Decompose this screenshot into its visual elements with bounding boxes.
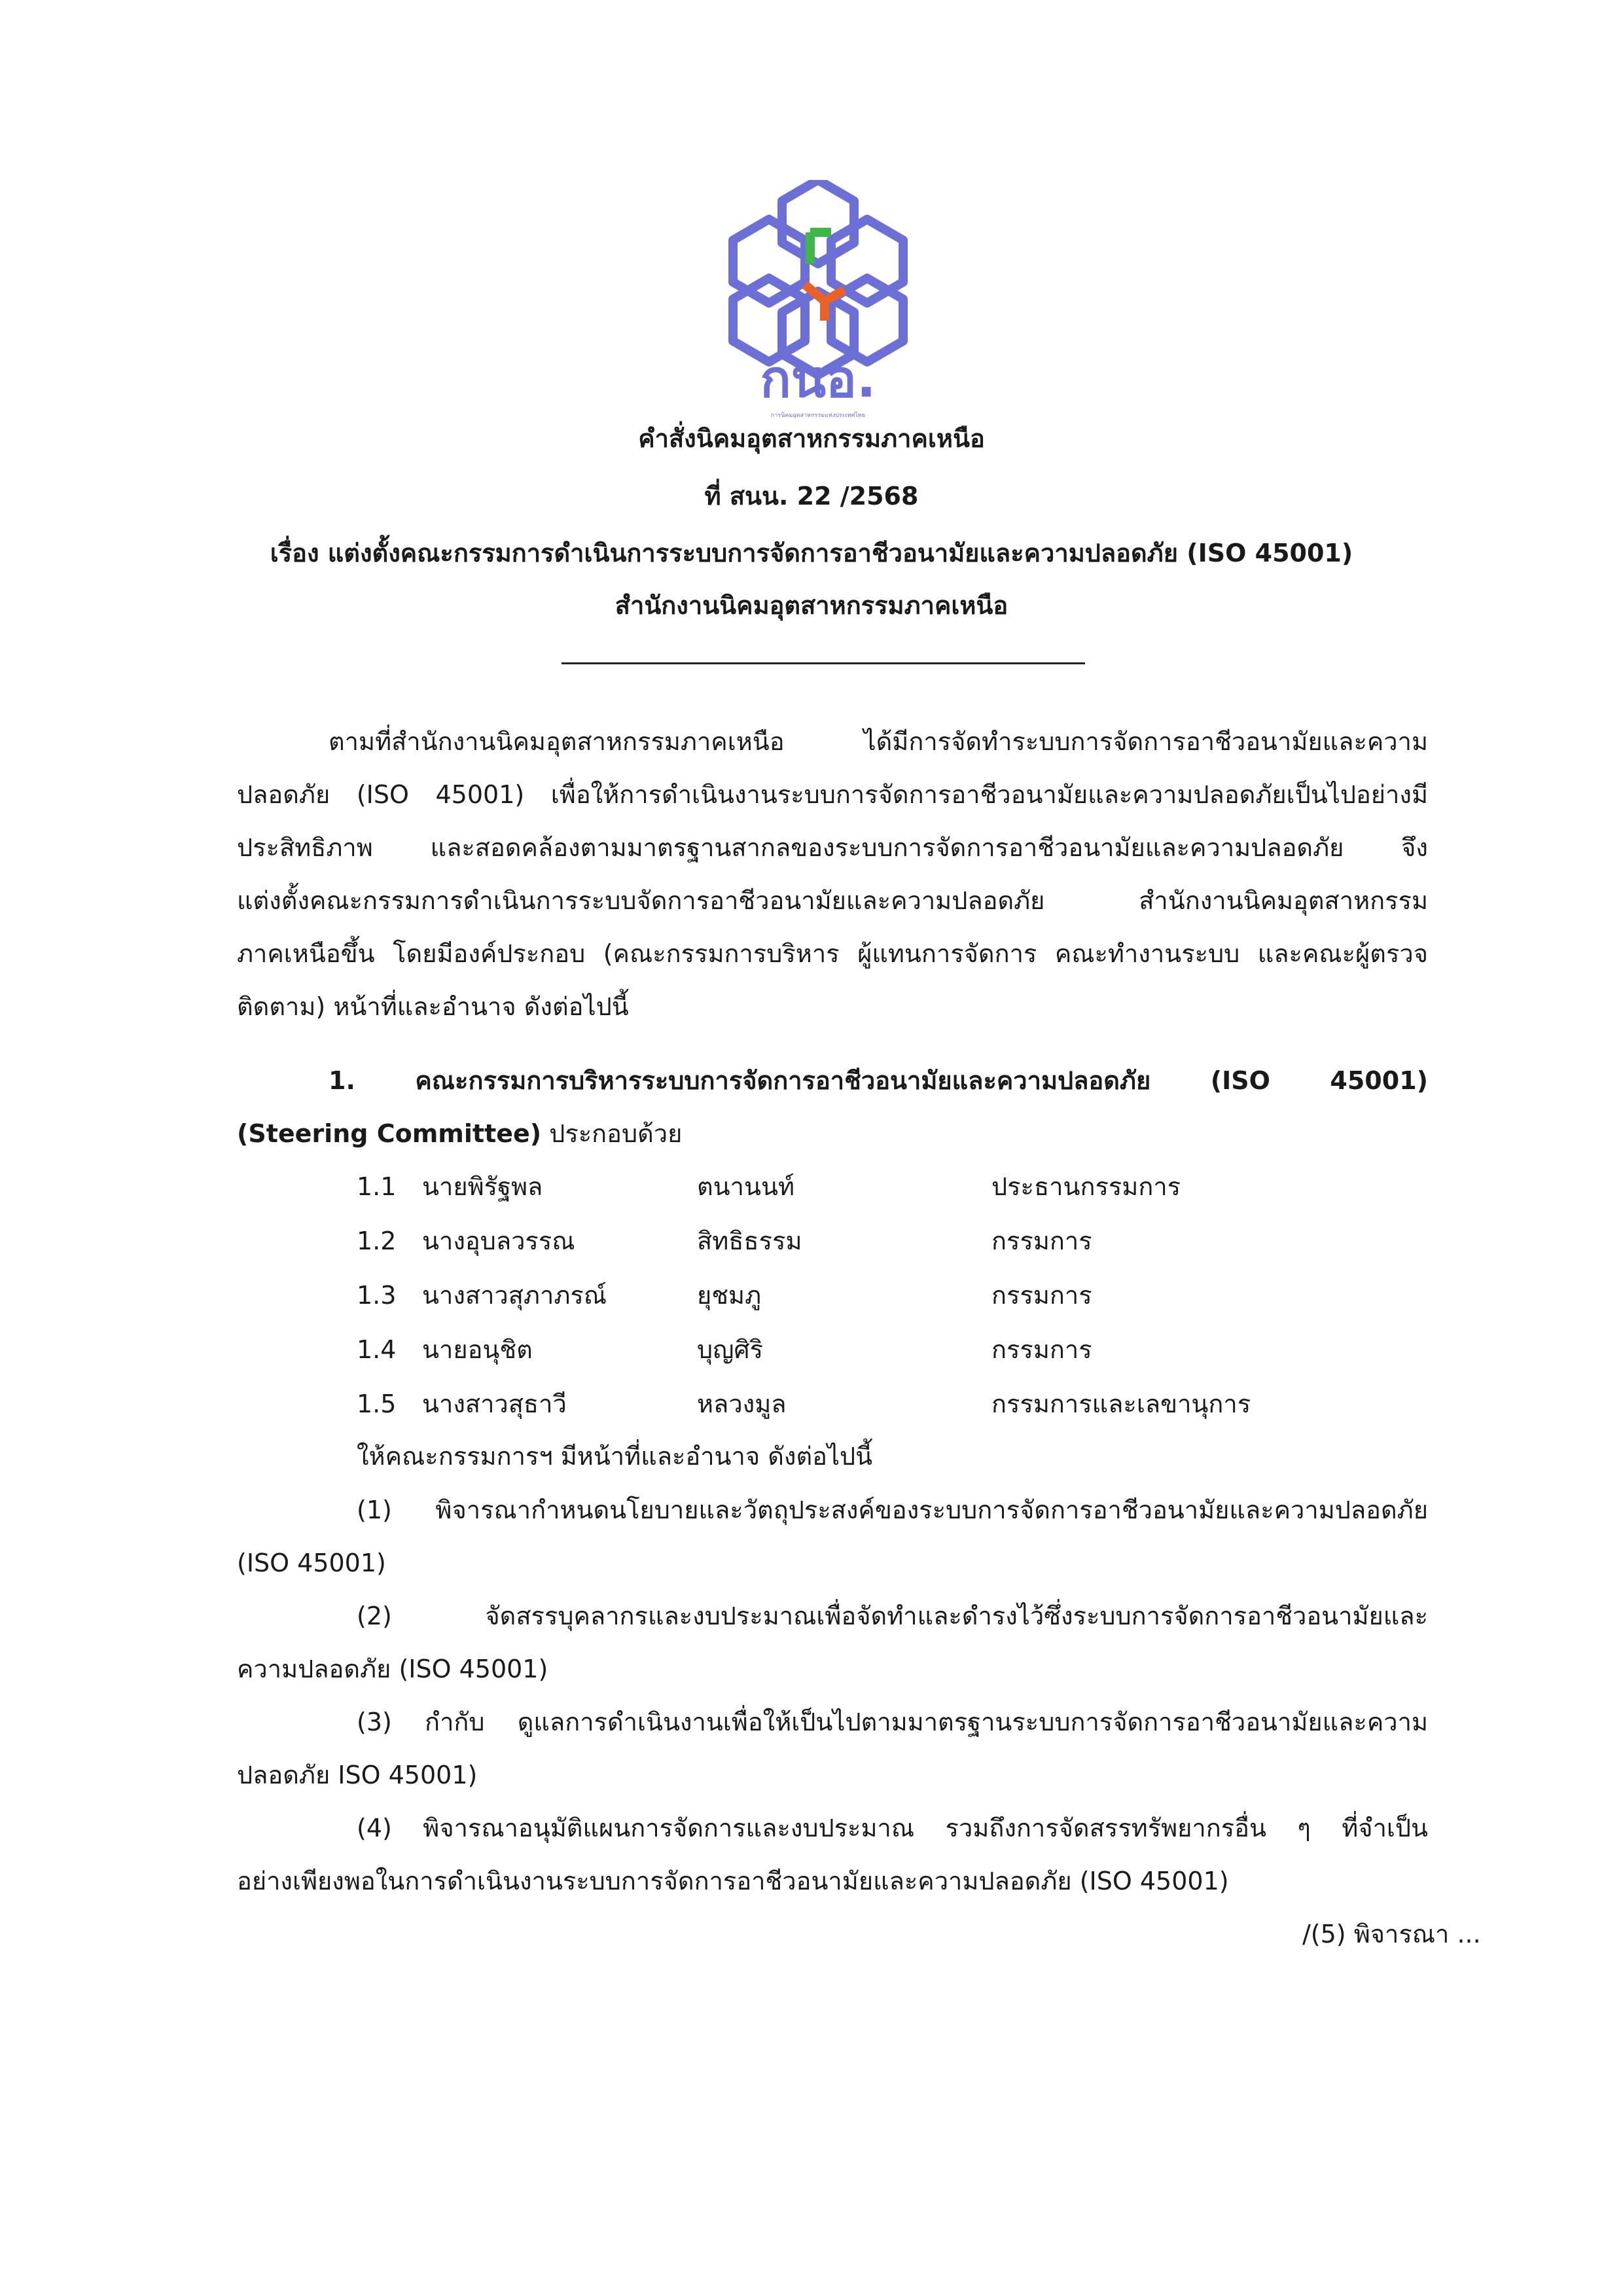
issuing-office: สำนักงานนิคมอุตสาหกรรมภาคเหนือ [615,591,1008,620]
member-number: 1.2 [357,1227,397,1255]
duty-line: ปลอดภัย ISO 45001) [237,1761,478,1789]
member-last-name: หลวงมูล [697,1390,787,1418]
member-last-name: บุญศิริ [697,1335,764,1364]
organization-logo [726,180,910,432]
subject-line: เรื่อง แต่งตั้งคณะกรรมการดำเนินการระบบการจัดการอาชีวอนามัยและความปลอดภัย (ISO 45001) [270,539,1353,567]
member-first-name: นางสาวสุธาวี [422,1390,567,1418]
member-number: 1.5 [357,1390,397,1418]
intro-line: ภาคเหนือขึ้น โดยมีองค์ประกอบ (คณะกรรมการบริหาร ผู้แทนการจัดการ คณะทำงานระบบ และคณะผู้ตรวจ [237,939,1428,968]
section-1-subtitle [237,1107,1428,1160]
member-role: กรรมการ [991,1227,1092,1255]
member-last-name: ตนานนท์ [697,1172,794,1201]
duty-line: (2) จัดสรรบุคลากรและงบประมาณเพื่อจัดทำและดำรงไว้ซึ่งระบบการจัดการอาชีวอนามัยและ [357,1602,1428,1630]
section-1-title: 1. คณะกรรมการบริหารระบบการจัดการอาชีวอนามัยและความปลอดภัย (ISO 45001) [329,1066,1428,1095]
document-title: คำสั่งนิคมอุตสาหกรรมภาคเหนือ [638,424,985,453]
duty-line: (3) กำกับ ดูแลการดำเนินงานเพื่อให้เป็นไปตามมาตรฐานระบบการจัดการอาชีวอนามัยและความ [357,1708,1428,1736]
member-first-name: นางสาวสุภาภรณ์ [422,1281,607,1310]
duties-list [237,1484,1428,1908]
steering-committee-label: (Steering Committee) [237,1119,542,1148]
continuation-note: /(5) พิจารณา ... [1302,1920,1481,1948]
member-first-name: นางอุบลวรรณ [422,1227,575,1255]
intro-line: ปลอดภัย (ISO 45001) เพื่อให้การดำเนินงานระบบการจัดการอาชีวอนามัยและความปลอดภัยเป็นไปอย่างมี [237,780,1428,809]
member-number: 1.4 [357,1335,397,1364]
member-number: 1.3 [357,1281,397,1310]
header-divider [562,662,1085,664]
duty-line: (4) พิจารณาอนุมัติแผนการจัดการและงบประมาณ รวมถึงการจัดสรรทรัพยากรอื่น ๆ ที่จำเป็น [357,1814,1428,1842]
member-role: กรรมการ [991,1281,1092,1310]
intro-line: ตามที่สำนักงานนิคมอุตสาหกรรมภาคเหนือ ได้มีการจัดทำระบบการจัดการอาชีวอนามัยและความ [329,727,1428,756]
member-first-name: นายอนุชิต [422,1335,533,1364]
section-1-heading [237,1054,1428,1160]
duty-line: (1) พิจารณากำหนดนโยบายและวัตถุประสงค์ของระบบการจัดการอาชีวอนามัยและความปลอดภัย [357,1496,1428,1524]
duties-intro: ให้คณะกรรมการฯ มีหน้าที่และอำนาจ ดังต่อไปนี้ [357,1442,873,1471]
intro-line: แต่งตั้งคณะกรรมการดำเนินการระบบจัดการอาชีวอนามัยและความปลอดภัย สำนักงานนิคมอุตสาหกรรม [237,886,1428,915]
intro-paragraph [237,715,1428,1033]
member-role: กรรมการและเลขานุการ [991,1390,1251,1418]
intro-line: ติดตาม) หน้าที่และอำนาจ ดังต่อไปนี้ [237,992,629,1021]
order-number: ที่ สนน. 22 /2568 [704,482,919,511]
member-role: ประธานกรรมการ [991,1172,1181,1201]
consists-of-label: ประกอบด้วย [541,1119,683,1148]
member-role: กรรมการ [991,1335,1092,1364]
intro-line: ประสิทธิภาพ และสอดคล้องตามมาตรฐานสากลของระบบการจัดการอาชีวอนามัยและความปลอดภัย จึง [237,833,1428,862]
member-first-name: นายพิรัฐพล [422,1172,543,1201]
member-last-name: สิทธิธรรม [697,1227,802,1255]
member-number: 1.1 [357,1172,397,1201]
duty-line: อย่างเพียงพอในการดำเนินงานระบบการจัดการอาชีวอนามัยและความปลอดภัย (ISO 45001) [237,1867,1229,1895]
duty-line: ความปลอดภัย (ISO 45001) [237,1655,548,1683]
logo-text: กนอ. [760,350,876,409]
logo-subtext: การนิคมอุตสาหกรรมแห่งประเทศไทย [770,412,866,419]
duty-line: (ISO 45001) [237,1549,386,1577]
member-last-name: ยุชมภู [697,1281,762,1310]
